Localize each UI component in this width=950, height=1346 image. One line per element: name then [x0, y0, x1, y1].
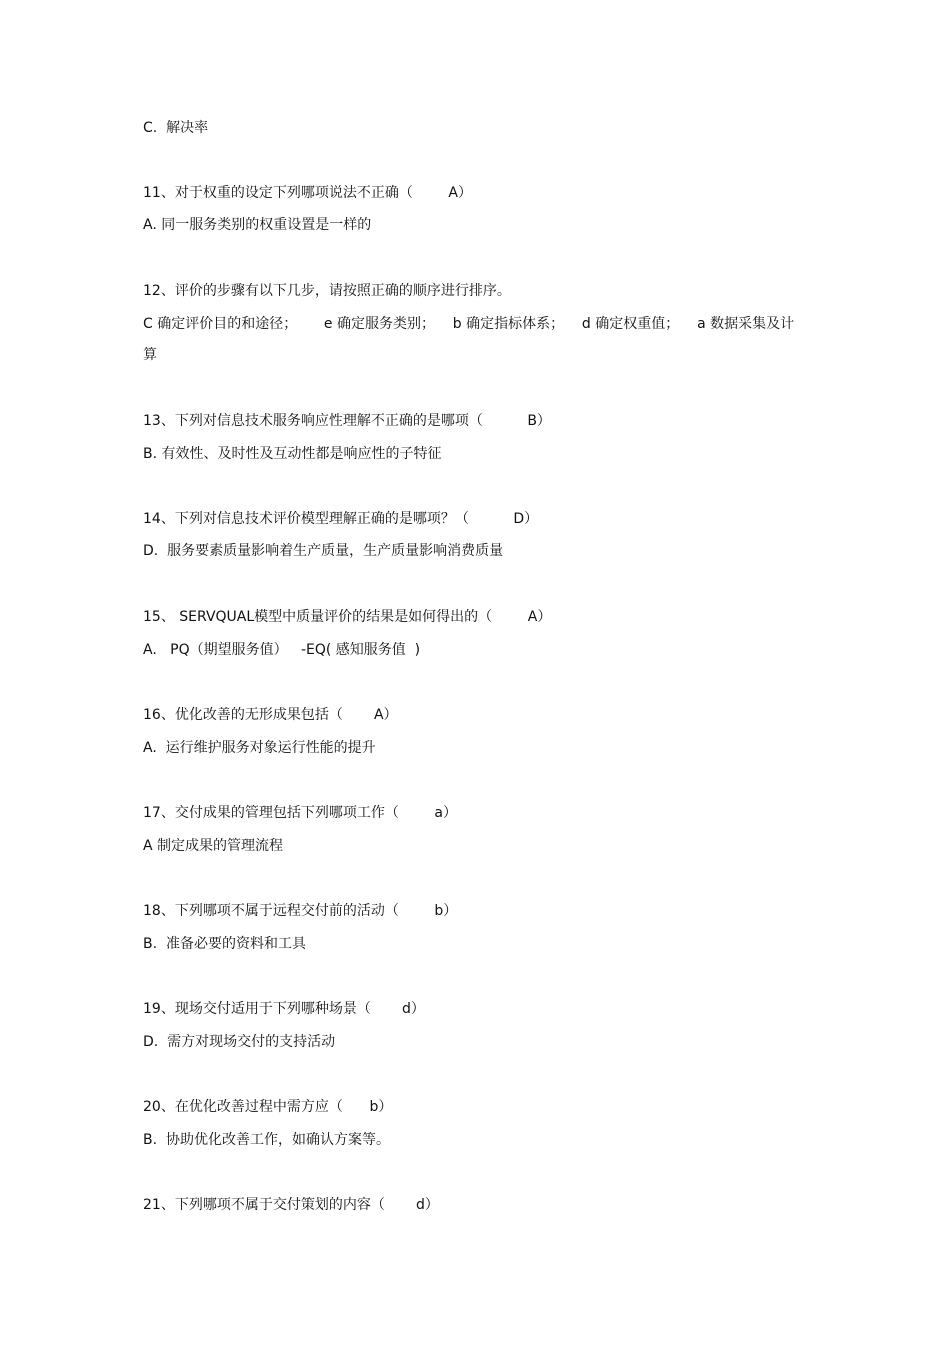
answer-18: B. 准备必要的资料和工具: [143, 936, 306, 952]
answer-19: D. 需方对现场交付的支持活动: [143, 1034, 336, 1050]
question-16: 16、优化改善的无形成果包括（ A）: [143, 707, 398, 723]
answer-16: A. 运行维护服务对象运行性能的提升: [143, 740, 376, 756]
question-11: 11、对于权重的设定下列哪项说法不正确（ A）: [143, 185, 472, 201]
answer-20: B. 协助优化改善工作，如确认方案等。: [143, 1132, 390, 1148]
question-14: 14、下列对信息技术评价模型理解正确的是哪项？（ D）: [143, 511, 539, 527]
answer-14: D. 服务要素质量影响着生产质量，生产质量影响消费质量: [143, 543, 504, 559]
answer-13: B. 有效性、及时性及互动性都是响应性的子特征: [143, 446, 442, 462]
answer-12: C 确定评价目的和途径； e 确定服务类别； b 确定指标体系； d 确定权重值； a 数据采集及计: [143, 316, 795, 332]
question-18: 18、下列哪项不属于远程交付前的活动（ b）: [143, 903, 458, 919]
answer-10: C. 解决率: [143, 120, 209, 136]
answer-17: A 制定成果的管理流程: [143, 838, 284, 854]
answer-12-continued: 算: [143, 347, 157, 363]
question-12: 12、评价的步骤有以下几步，请按照正确的顺序进行排序。: [143, 283, 511, 299]
answer-15: A. PQ（期望服务值） -EQ( 感知服务值 ): [143, 642, 421, 658]
question-19: 19、现场交付适用于下列哪种场景（ d）: [143, 1001, 425, 1017]
question-13: 13、下列对信息技术服务响应性理解不正确的是哪项（ B）: [143, 413, 551, 429]
question-15: 15、 SERVQUAL模型中质量评价的结果是如何得出的（ A）: [143, 609, 552, 625]
question-17: 17、交付成果的管理包括下列哪项工作（ a）: [143, 805, 457, 821]
question-20: 20、在优化改善过程中需方应（ b）: [143, 1099, 393, 1115]
question-21: 21、下列哪项不属于交付策划的内容（ d）: [143, 1197, 439, 1213]
answer-11: A. 同一服务类别的权重设置是一样的: [143, 217, 372, 233]
